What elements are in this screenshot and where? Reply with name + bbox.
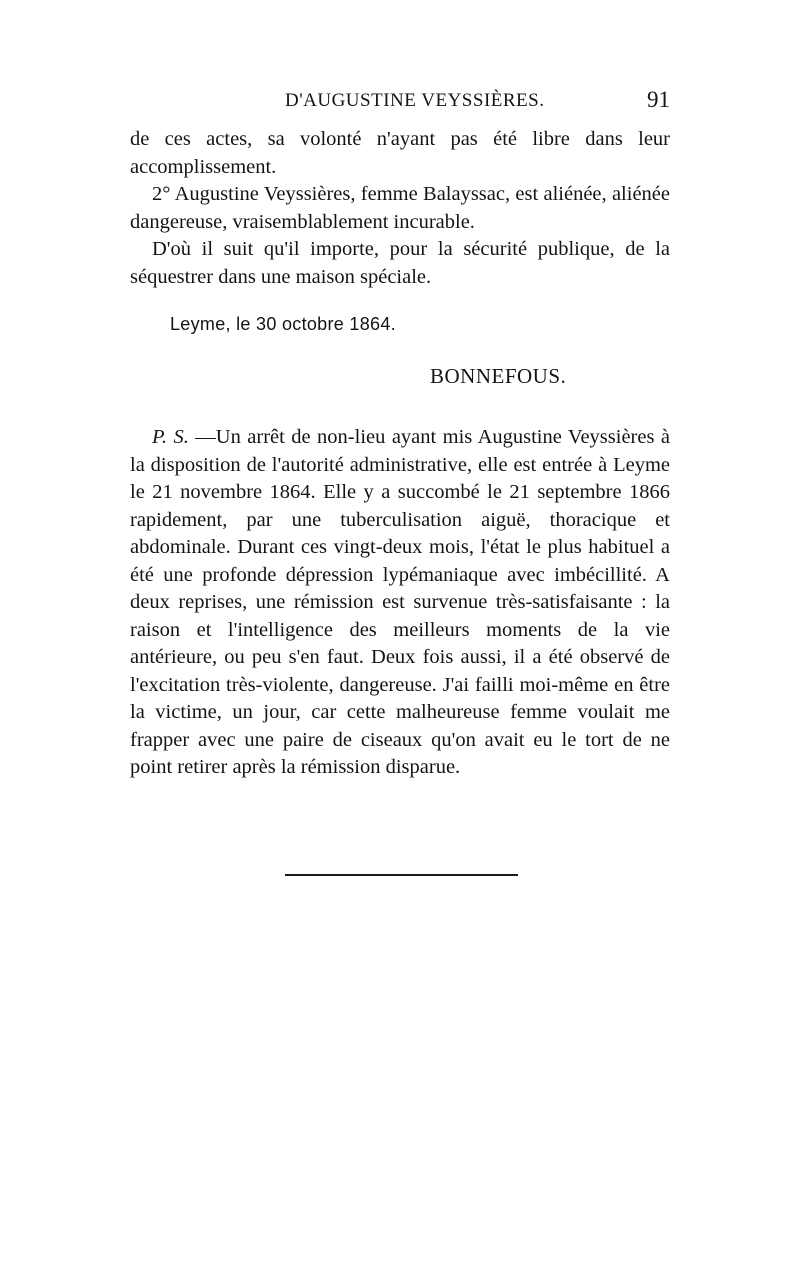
postscript-paragraph <box>130 424 670 782</box>
paragraph-conclusion-2: 2° Augustine Veyssières, femme Balayssac, est aliénée, aliénée dangereuse, vraisemblablement incurable. <box>130 183 670 233</box>
paragraph-therefore: D'où il suit qu'il importe, pour la sécurité publique, de la séquestrer dans une maison spéciale. <box>130 238 670 288</box>
dateline: Leyme, le 30 octobre 1864. <box>170 314 396 334</box>
page-number: 91 <box>647 87 670 112</box>
paragraph-continuation: de ces actes, sa volonté n'ayant pas été libre dans leur accomplissement. <box>130 128 670 178</box>
running-title: D'AUGUSTINE VEYSSIÈRES. <box>285 90 545 111</box>
postscript-text: —Un arrêt de non-lieu ayant mis Augustine Veyssières à la disposition de l'autorité administrative, elle est entrée à Leyme le 21 novembre 1864. Elle y a succombé le 21 septembre 1866 rapidement, par une tuberculisation aiguë, thoracique et abdominale. Durant ces vingt-deux mois, l'état le plus habituel a été une profonde dépression lypémaniaque avec imbécillité. A deux reprises, une rémission est survenue très-satisfaisante : la raison et l'intelligence des meilleurs moments de la vie antérieure, ou peu s'en faut. Deux fois aussi, il a été observé de l'excitation très-violente, dangereuse. J'ai failli moi-même en être la victime, un jour, car cette malheureuse femme voulait me frapper avec une paire de ciseaux qu'on avait eu le tort de ne point retirer après la rémission disparue. <box>130 426 671 778</box>
end-rule-divider <box>285 874 518 876</box>
postscript-block <box>130 424 670 782</box>
main-text-block <box>130 126 670 291</box>
signature: BONNEFOUS. <box>430 364 567 388</box>
running-head <box>130 87 670 120</box>
postscript-mark: P. S. <box>152 426 189 448</box>
